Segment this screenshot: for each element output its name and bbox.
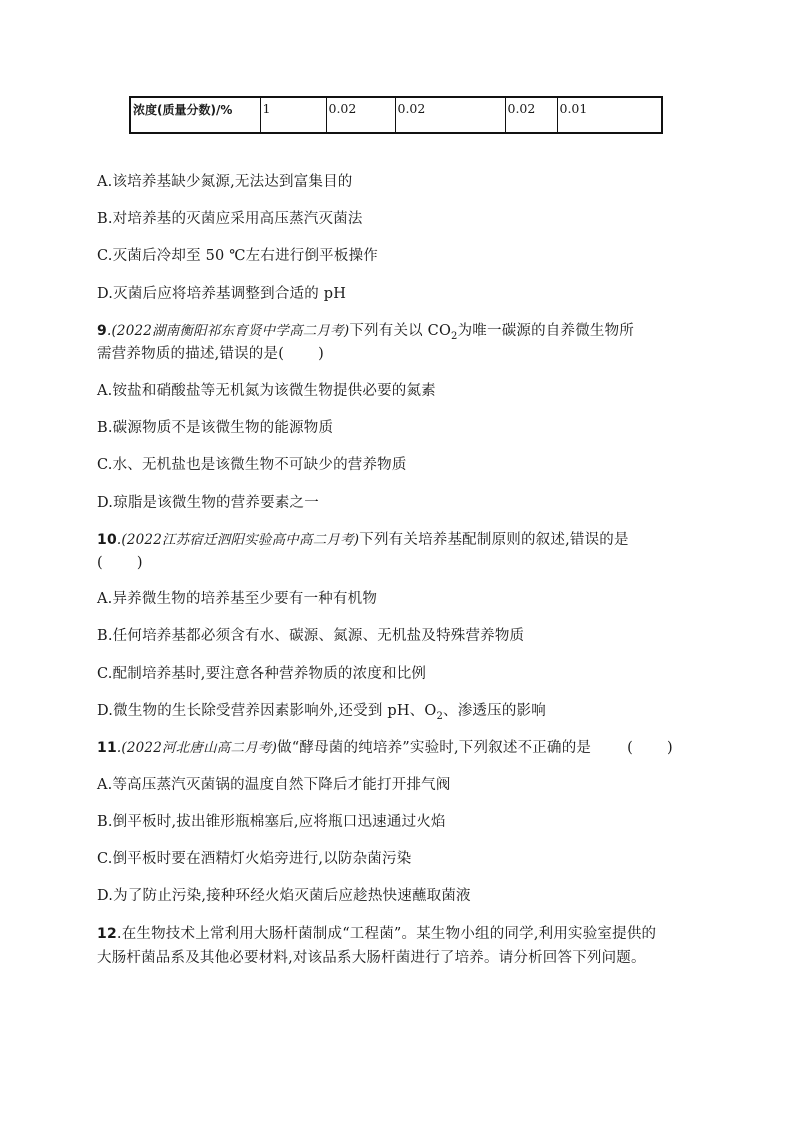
q11-source: .(2022河北唐山高二月考) (116, 740, 278, 756)
q11-option-c: C.倒平板时要在酒精灯火焰旁进行,以防杂菌污染 (97, 851, 412, 867)
q9-option-b: B.碳源物质不是该微生物的能源物质 (97, 420, 334, 436)
table-header-cell: 浓度(质量分数)/% (130, 97, 260, 133)
q10-paren-close: ) (136, 555, 143, 571)
q11-option-d: D.为了防止污染,接种环经火焰灭菌后应趁热快速蘸取菌液 (97, 888, 471, 904)
concentration-table (129, 96, 663, 134)
q9-option-a: A.铵盐和硝酸盐等无机氮为该微生物提供必要的氮素 (97, 383, 436, 399)
q11-paren-close: ) (666, 740, 673, 756)
q11-stem (97, 738, 673, 758)
q9-stem-line2 (97, 344, 324, 364)
q11-option-a: A.等高压蒸汽灭菌锅的温度自然下降后才能打开排气阀 (97, 777, 451, 793)
q10-number: 10 (97, 532, 117, 548)
q9-number: 9 (97, 323, 107, 339)
q9-stem-line2-text: 需营养物质的描述,错误的是( (97, 346, 285, 362)
q10-stem (97, 530, 629, 550)
q8-option-b: B.对培养基的灭菌应采用高压蒸汽灭菌法 (97, 211, 363, 227)
q10-option-a: A.异养微生物的培养基至少要有一种有机物 (97, 591, 378, 607)
q11-number: 11 (97, 740, 117, 756)
q9-stem (97, 321, 634, 343)
table-cell: 0.01 (557, 97, 662, 133)
q11-stem-text: 做“酵母菌的纯培养”实验时,下列叙述不正确的是 (277, 740, 592, 756)
q9-source: .(2022湖南衡阳祁东育贤中学高二月考) (106, 323, 350, 339)
table-row (130, 97, 662, 133)
q10-option-d-text-2: 、渗透压的影响 (443, 703, 546, 719)
q10-subscript: 2 (436, 711, 444, 722)
q12-stem (97, 924, 656, 944)
q9-option-c: C.水、无机盐也是该微生物不可缺少的营养物质 (97, 457, 407, 473)
q10-option-d (97, 701, 546, 723)
q9-stem-text: 下列有关以 CO (349, 323, 452, 339)
q10-paren-open: ( (97, 555, 103, 571)
q8-option-a: A.该培养基缺少氮源,无法达到富集目的 (97, 174, 353, 190)
q10-option-d-text: D.微生物的生长除受营养因素影响外,还受到 pH、O (97, 703, 437, 719)
table-cell: 0.02 (326, 97, 395, 133)
table-cell: 0.02 (505, 97, 557, 133)
q10-stem-line2 (97, 553, 143, 573)
q9-option-d: D.琼脂是该微生物的营养要素之一 (97, 495, 319, 511)
q12-stem-line2: 大肠杆菌品系及其他必要材料,对该品系大肠杆菌进行了培养。请分析回答下列问题。 (97, 950, 646, 966)
q9-subscript: 2 (451, 331, 458, 342)
q9-answer-paren: ) (318, 346, 324, 362)
q10-option-c: C.配制培养基时,要注意各种营养物质的浓度和比例 (97, 666, 427, 682)
table-cell: 1 (260, 97, 326, 133)
q8-option-d: D.灭菌后应将培养基调整到合适的 pH (97, 286, 347, 302)
q12-number: 12 (97, 926, 117, 942)
table-cell: 0.02 (395, 97, 505, 133)
q8-option-c: C.灭菌后冷却至 50 ℃左右进行倒平板操作 (97, 248, 378, 264)
q11-paren-open: ( (627, 740, 633, 756)
q10-option-b: B.任何培养基都必须含有水、碳源、氮源、无机盐及特殊营养物质 (97, 628, 525, 644)
q10-source: .(2022江苏宿迁泗阳实验高中高二月考) (116, 532, 360, 548)
q11-option-b: B.倒平板时,拔出锥形瓶棉塞后,应将瓶口迅速通过火焰 (97, 814, 446, 830)
q9-stem-text-2: 为唯一碳源的自养微生物所 (457, 323, 635, 339)
q10-stem-text: 下列有关培养基配制原则的叙述,错误的是 (359, 532, 629, 548)
q12-stem-text: .在生物技术上常利用大肠杆菌制成“工程菌”。某生物小组的同学,利用实验室提供的 (116, 926, 657, 942)
